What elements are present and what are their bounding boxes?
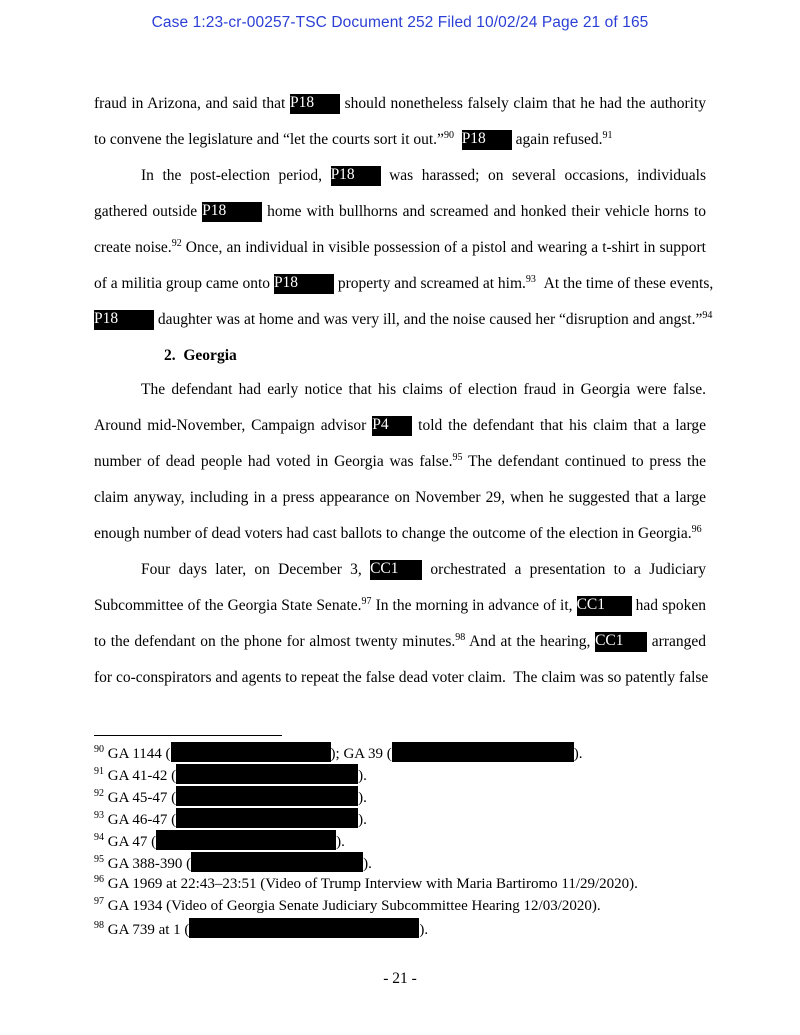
footnote-ref: 98 [455,632,466,643]
text-span: create noise. [94,239,172,256]
footnote-text: ); GA 39 ( [330,746,392,762]
text-span: Subcommittee of the Georgia State Senate. [94,597,362,614]
text-span: arranged [651,633,706,650]
text-span: Four days later, on December 3, [141,561,362,578]
footnote-90 [94,742,583,763]
footnote-ref: 90 [443,130,454,141]
footnote-text: ). [336,834,345,850]
text-span: should nonetheless falsely claim that he had the authority [344,95,707,112]
footnote-93 [94,808,367,829]
text-span: enough number of dead voters had cast ballots to change the outcome of the election in Georgia. [94,525,692,542]
footnote-text: GA 388-390 ( [107,856,192,872]
footnote-number: 90 [94,744,104,755]
footnote-text: ). [358,790,367,806]
text-span: again refused. [515,131,603,148]
text-span: In the post-election period, [141,167,323,184]
redaction-label: P18 [274,274,334,294]
text-line [94,273,714,295]
text-span: home with bullhorns and screamed and honked their vehicle horns to [267,203,707,220]
footnote-number: 97 [94,896,104,907]
footnote-number: 94 [94,832,104,843]
text-span: of a militia group came onto [94,275,271,292]
redaction-label: CC1 [370,560,422,580]
footnote-97 [94,896,601,917]
footnote-96 [94,874,638,895]
footnote-ref: 92 [171,238,182,249]
text-span: was harassed; on several occasions, individuals [389,167,707,184]
footnote-text: GA 47 ( [107,834,157,850]
text-span: to the defendant on the phone for almost twenty minutes. [94,633,456,650]
footnote-number: 93 [94,810,104,821]
footnote-98 [94,918,428,939]
footnote-text: ). [363,856,372,872]
text-line [94,129,706,151]
footnote-92 [94,786,367,807]
footnote-94 [94,830,345,851]
text-span: property and screamed at him. [337,275,526,292]
text-line [94,237,706,259]
redaction-box [156,830,336,850]
footnote-ref: 93 [525,274,536,285]
text-line [94,559,706,581]
text-line [94,631,706,653]
text-span: to convene the legislature and “let the courts sort it out.” [94,131,444,148]
text-line [94,523,706,545]
footnote-text: GA 739 at 1 ( [107,922,190,938]
text-line: The defendant had early notice that his claims of election fraud in Georgia were false. [141,381,706,398]
footnote-91 [94,764,367,785]
footnote-number: 96 [94,874,104,885]
redaction-label: P18 [290,94,340,114]
redaction-box [176,808,358,828]
text-span: At the time of these events, [543,275,714,292]
footnote-text: GA 41-42 ( [107,768,177,784]
footnote-ref: 95 [452,452,463,463]
text-span: number of dead people had voted in Georgia was false. [94,453,453,470]
text-line [94,309,713,331]
redaction-box [392,742,574,762]
footnote-text: ). [358,768,367,784]
redaction-label: P18 [462,130,512,150]
redaction-label: CC1 [577,596,632,616]
footnote-text: GA 45-47 ( [107,790,177,806]
text-span: daughter was at home and was very ill, and the noise caused her “disruption and angst.” [157,311,703,328]
footnote-text: ). [358,812,367,828]
footnote-text: ). [419,922,429,938]
footnote-95 [94,852,372,873]
redaction-label: P18 [331,166,381,186]
section-heading: 2. Georgia [164,347,237,364]
text-line [94,415,706,437]
text-line [94,595,706,617]
footnote-text: GA 1144 ( [107,746,171,762]
footnote-rule [94,735,282,736]
redaction-box [191,852,363,872]
page-number: - 21 - [383,970,417,987]
text-span: Once, an individual in visible possession of a pistol and wearing a t-shirt in support [185,239,706,256]
footnote-text: GA 46-47 ( [107,812,177,828]
redaction-label: P18 [94,310,154,330]
text-line [94,201,706,223]
text-span: had spoken [635,597,707,614]
footnote-number: 91 [94,766,104,777]
footnote-number: 95 [94,854,104,865]
text-line [94,451,706,473]
footnote-number: 92 [94,788,104,799]
footnote-ref: 91 [602,130,613,141]
redaction-box [176,786,358,806]
footnote-text: ). [573,746,583,762]
footnote-ref: 97 [361,596,372,607]
text-span: Around mid-November, Campaign advisor [94,417,367,434]
text-line [94,93,706,115]
footnote-text: GA 1934 (Video of Georgia Senate Judiciary Subcommittee Hearing 12/03/2020). [107,898,601,914]
footnote-ref: 94 [702,310,713,321]
redaction-label: P4 [372,416,412,436]
text-span: fraud in Arizona, and said that [94,95,286,112]
redaction-box [189,918,419,938]
text-span: And at the hearing, [469,633,591,650]
text-line [94,165,706,187]
text-span: orchestrated a presentation to a Judiciary [430,561,707,578]
text-span: The defendant continued to press the [467,453,706,470]
footnote-text: GA 1969 at 22:43–23:51 (Video of Trump Interview with Maria Bartiromo 11/29/2020). [107,876,638,892]
text-span: gathered outside [94,203,198,220]
redaction-label: P18 [202,202,262,222]
text-line: claim anyway, including in a press appearance on November 29, when he suggested that a large [94,489,706,506]
text-span: told the defendant that his claim that a large [418,417,707,434]
redaction-box [176,764,358,784]
redaction-label: CC1 [595,632,647,652]
case-header: Case 1:23-cr-00257-TSC Document 252 Filed 10/02/24 Page 21 of 165 [151,14,649,31]
text-span: In the morning in advance of it, [375,597,573,614]
text-line: for co-conspirators and agents to repeat the false dead voter claim. The claim was so patently false [94,669,709,686]
footnote-number: 98 [94,920,104,931]
footnote-ref: 96 [691,524,702,535]
redaction-box [171,742,331,762]
